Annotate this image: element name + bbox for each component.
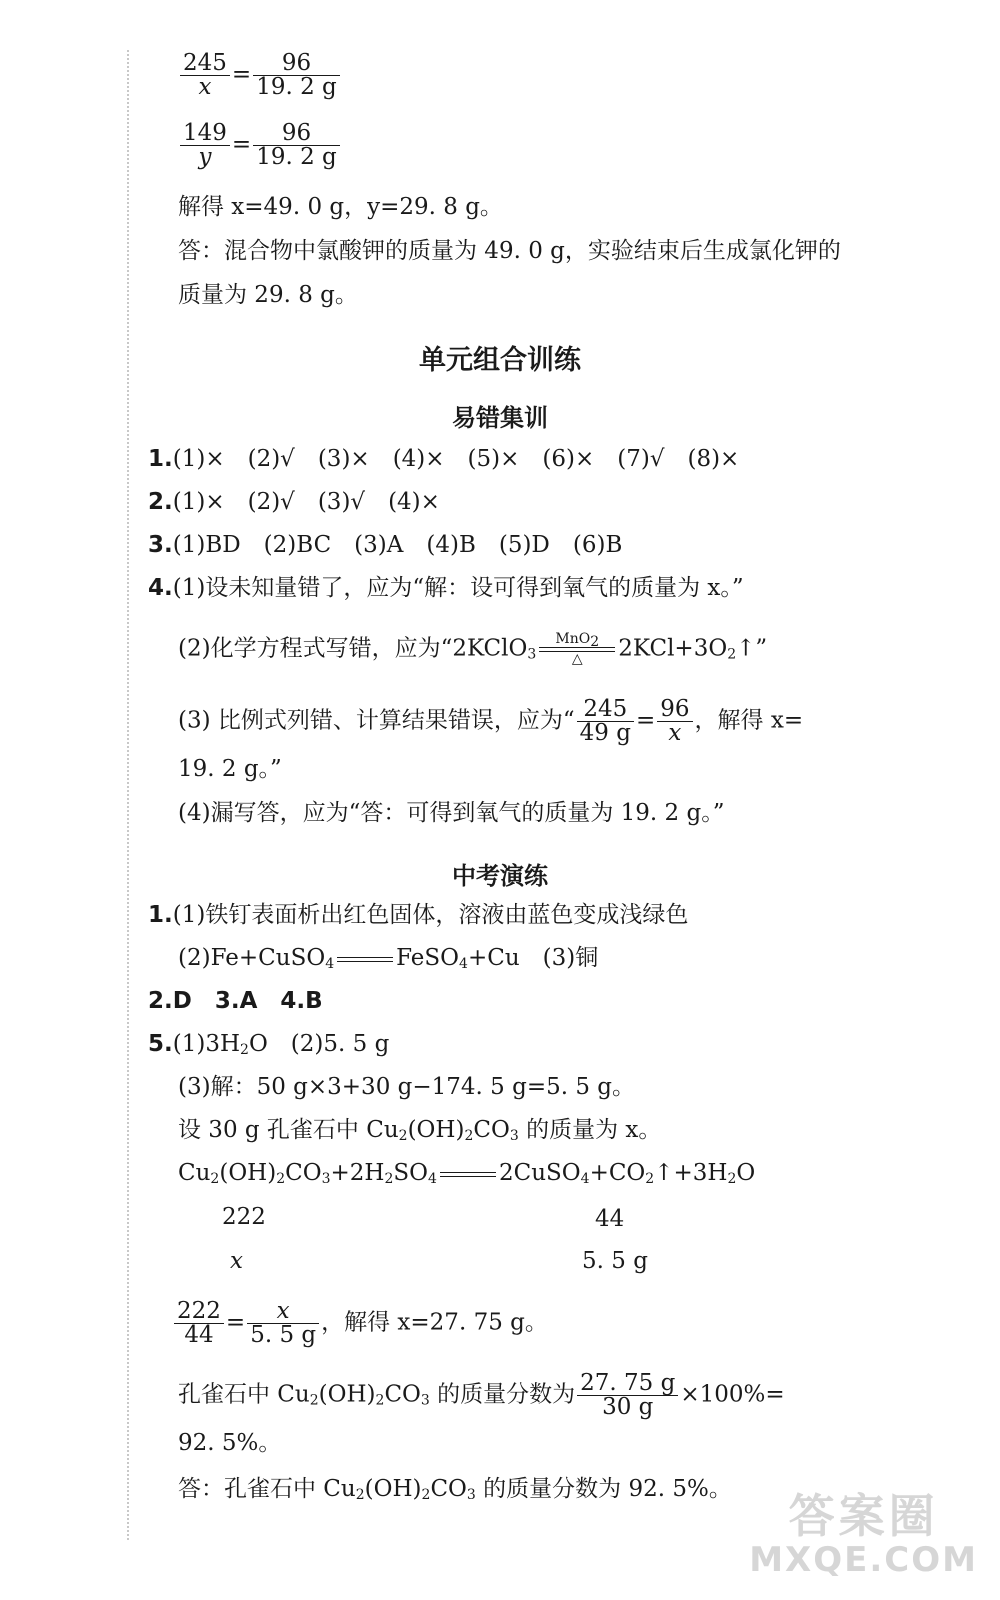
exam-question-1-part-2: (2)Fe+CuSO$_4$ FeSO$_4$+Cu (3)铜 [178,945,599,972]
equals-double-line [440,1172,496,1177]
question-4-part-2: (2)化学方程式写错，应为“2KClO$_3$ MnO$_2$ △ $2KCl+3O_2↑$” [178,631,768,667]
answer-line-cont: 质量为 29. 8 g。 [178,282,358,308]
fraction: $\frac{96}{x}$ [657,698,692,745]
fraction: $\frac{x}{5. 5 g}$ [247,1300,319,1347]
section-title: 单元组合训练 [419,345,581,376]
equals-double-line [337,957,393,962]
fraction: $\frac{96}{19. 2 g}$ [253,122,340,169]
proportion-line: $\frac{222}{44}$ = $\frac{x}{5. 5 g}$ ，解得 x=27. 75 g。 [172,1300,548,1347]
fraction: $\frac{27. 75 g}{30 g}$ [577,1372,678,1419]
question-4-part-3-cont: 19. 2 g。” [178,756,282,782]
exam-question-5: $5.(1)3H_2O$ (2)5. 5 g [148,1031,390,1058]
ratio-equation-1: $\frac{245}{x}$ = $\frac{96}{19. 2 g}$ [178,52,342,99]
known-mass: 5. 5 g [582,1248,648,1274]
molar-mass-2: 44 [595,1206,625,1232]
mass-fraction-cont: 92. 5%。 [178,1430,282,1456]
question-4: 4.(1)设未知量错了，应为“解：设可得到氧气的质量为 x。” [148,575,744,601]
solve-line: 解得 x=49. 0 g，y=29. 8 g。 [178,194,503,220]
final-answer: 答：孔雀石中 $Cu_2(OH)_2CO_3$ 的质量分数为 92. 5%。 [178,1476,732,1503]
question-4-part-4: (4)漏写答，应为“答：可得到氧气的质量为 19. 2 g。” [178,800,725,826]
question-3: 3.(1)BD (2)BC (3)A (4)B (5)D (6)B [148,532,623,558]
reaction-condition: MnO$_2$ △ [539,632,615,667]
ratio-equation-2: $\frac{149}{y}$ = $\frac{96}{19. 2 g}$ [178,122,342,169]
fraction: $\frac{245}{x}$ [180,52,230,99]
unknown-mass: x [230,1248,243,1274]
mass-fraction-line: 孔雀石中 $Cu_2(OH)_2CO_3$ 的质量分数为 $\frac{27. 75 g}{30 g}$ ×100%= [178,1370,785,1420]
exam-question-1: 1.(1)铁钉表面析出红色固体，溶液由蓝色变成浅绿色 [148,902,689,928]
fraction: $\frac{96}{19. 2 g}$ [253,52,340,99]
fraction: $\frac{149}{y}$ [180,122,230,169]
subsection-title-errors: 易错集训 [452,404,548,432]
margin-dotted-line [127,50,129,1540]
subsection-title-exam: 中考演练 [452,862,548,890]
fraction: $\frac{245}{49 g}$ [577,698,634,745]
question-4-part-3: (3) 比例式列错、计算结果错误，应为“ $\frac{245}{49 g}$ = $\frac{96}{x}$ ，解得 x= [178,696,804,746]
molar-mass-1: 222 [222,1204,266,1230]
watermark-logo: 答案圈 MXQE.COM [749,1489,978,1580]
answer-line: 答：混合物中氯酸钾的质量为 49. 0 g，实验结束后生成氯化钾的 [178,238,841,264]
fraction: $\frac{222}{44}$ [174,1300,224,1347]
exam-question-5-let: 设 30 g 孔雀石中 $Cu_2(OH)_2CO_3$ 的质量为 x。 [178,1117,662,1144]
exam-question-5-part-3: (3)解：50 g×3+30 g−174. 5 g=5. 5 g。 [178,1074,636,1100]
question-2: 2.(1)× (2)√ (3)√ (4)× [148,489,440,515]
exam-questions-2-4: 2.D 3.A 4.B [148,988,323,1014]
question-1: 1.(1)× (2)√ (3)× (4)× (5)× (6)× (7)√ (8)× [148,446,740,472]
chemical-equation: $Cu_2(OH)_2CO_3+2H_2SO_4$ $2CuSO_4+CO_2↑+3H_2O$ [178,1160,756,1187]
